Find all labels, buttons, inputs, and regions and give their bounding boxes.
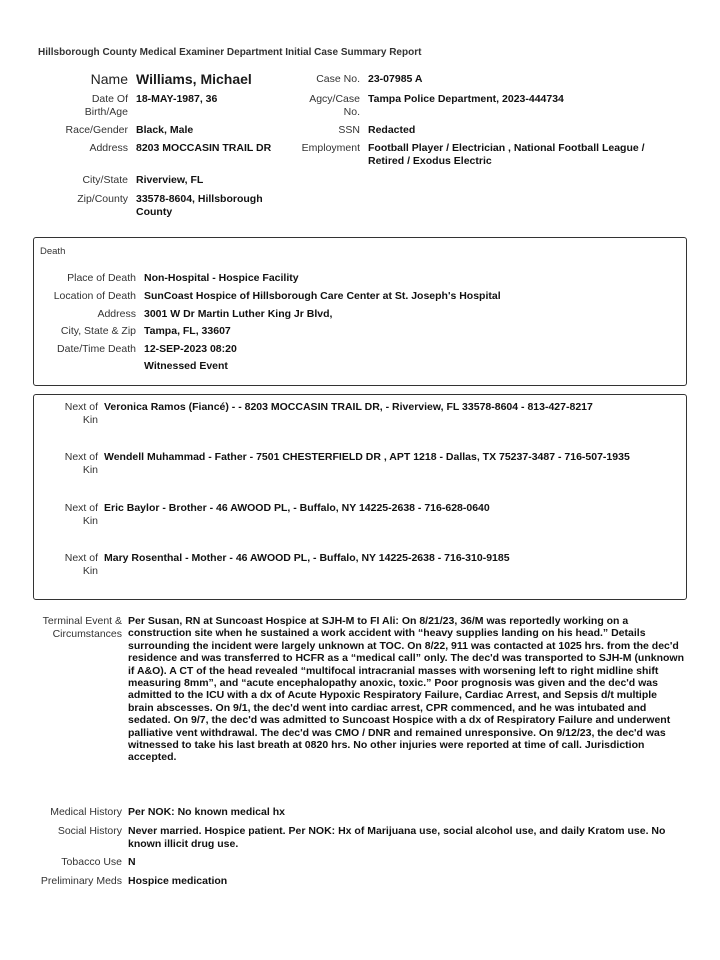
city-value: Riverview, FL: [136, 174, 204, 186]
witnessed-event: Witnessed Event: [144, 360, 228, 372]
name-label: Name: [90, 71, 128, 87]
death-csz-label: City, State & Zip: [60, 325, 136, 337]
place-of-death-value: Non-Hospital - Hospice Facility: [144, 272, 299, 284]
employment-label: Employment: [301, 142, 360, 154]
medical-history-label: Medical History: [50, 806, 122, 818]
case-no-label: Case No.: [316, 73, 360, 85]
preliminary-meds-label: Preliminary Meds: [40, 875, 122, 887]
case-no-value: 23-07985 A: [368, 73, 423, 85]
death-datetime-value: 12-SEP-2023 08:20: [144, 343, 237, 355]
nok-entry: Mary Rosenthal - Mother - 46 AWOOD PL, - Buffalo, NY 14225-2638 - 716-310-9185: [104, 552, 510, 564]
death-datetime-label: Date/Time Death: [57, 343, 136, 355]
agency-label: Agcy/Case No.: [309, 93, 360, 118]
agency-value: Tampa Police Department, 2023-444734: [368, 93, 564, 105]
next-of-kin-section: [33, 394, 687, 600]
report-title: Hillsborough County Medical Examiner Department Initial Case Summary Report: [38, 47, 422, 58]
social-history-value: Never married. Hospice patient. Per NOK: Hx of Marijuana use, social alcohol use, and daily Kratom use. No known illicit drug use.: [128, 825, 666, 850]
tobacco-use-label: Tobacco Use: [61, 856, 122, 868]
decedent-name: Williams, Michael: [136, 71, 252, 87]
terminal-event-label: Terminal Event & Circumstances: [42, 615, 122, 640]
nok-entry: Veronica Ramos (Fiancé) - - 8203 MOCCASIN TRAIL DR, - Riverview, FL 33578-8604 - 813-427-8217: [104, 401, 593, 413]
preliminary-meds-value: Hospice medication: [128, 875, 228, 887]
dob-value: 18-MAY-1987, 36: [136, 93, 218, 105]
nok-label: Next of Kin: [64, 451, 98, 476]
race-value: Black, Male: [136, 124, 194, 136]
ssn-value: Redacted: [368, 124, 416, 136]
terminal-event-narrative: Per Susan, RN at Suncoast Hospice at SJH-M to FI Ali: On 8/21/23, 36/M was reportedly working on a construction site when he sustained a work accident with “heavy supplies landing on his head.” Details surrounding the incident were largely unknown at TOC. On 8/22, 911 was contacted at 1025 hrs. from the dec'd residence and was transferred to HCFR as a “medical call” only. The dec'd was transported to SJH-M (unknown if A&O). A CT of the head revealed “multifocal intracranial masses with worsening left to right midline shift measuring 8mm”, and “acute encephalopathy anoxic, toxic.” Poor prognosis was given and the dec'd was admitted to the ICU with a dx of Acute Hypoxic Respiratory Failure, Cardiac Arrest, and Sepsis d/t multiple brain abscesses. On 9/1, the dec'd went into cardiac arrest, CPR commenced, and he was intubated and sedated. On 9/7, the dec'd was admitted to Suncoast Hospice with a dx of Respiratory Failure and underwent palliative vent withdrawal. The dec'd was CMO / DNR and remained unresponsive. On 9/12/23, the dec'd was witnessed to take his last breath at 0820 hrs. No other injuries were reported at time of call. Jurisdiction accepted.: [128, 615, 685, 764]
death-csz-value: Tampa, FL, 33607: [144, 325, 231, 337]
race-label: Race/Gender: [65, 124, 128, 136]
death-address-value: 3001 W Dr Martin Luther King Jr Blvd,: [144, 308, 333, 320]
nok-label: Next of Kin: [64, 401, 98, 426]
ssn-label: SSN: [338, 124, 360, 136]
zip-value: 33578-8604, Hillsborough County: [136, 193, 263, 218]
location-of-death-value: SunCoast Hospice of Hillsborough Care Center at St. Joseph's Hospital: [144, 290, 501, 302]
nok-entry: Wendell Muhammad - Father - 7501 CHESTERFIELD DR , APT 1218 - Dallas, TX 75237-3487 - 716-507-1935: [104, 451, 630, 463]
tobacco-use-value: N: [128, 856, 136, 868]
city-label: City/State: [82, 174, 128, 186]
nok-label: Next of Kin: [64, 502, 98, 527]
zip-label: Zip/County: [77, 193, 128, 205]
address-value: 8203 MOCCASIN TRAIL DR: [136, 142, 272, 154]
death-address-label: Address: [97, 308, 136, 320]
death-section-title: Death: [40, 246, 66, 257]
location-of-death-label: Location of Death: [53, 290, 136, 302]
social-history-label: Social History: [57, 825, 122, 837]
place-of-death-label: Place of Death: [67, 272, 136, 284]
address-label: Address: [89, 142, 128, 154]
employment-value: Football Player / Electrician , National Football League / Retired / Exodus Electric: [368, 142, 645, 167]
medical-history-value: Per NOK: No known medical hx: [128, 806, 285, 818]
nok-label: Next of Kin: [64, 552, 98, 577]
nok-entry: Eric Baylor - Brother - 46 AWOOD PL, - Buffalo, NY 14225-2638 - 716-628-0640: [104, 502, 490, 514]
dob-label: Date Of Birth/Age: [84, 93, 128, 118]
